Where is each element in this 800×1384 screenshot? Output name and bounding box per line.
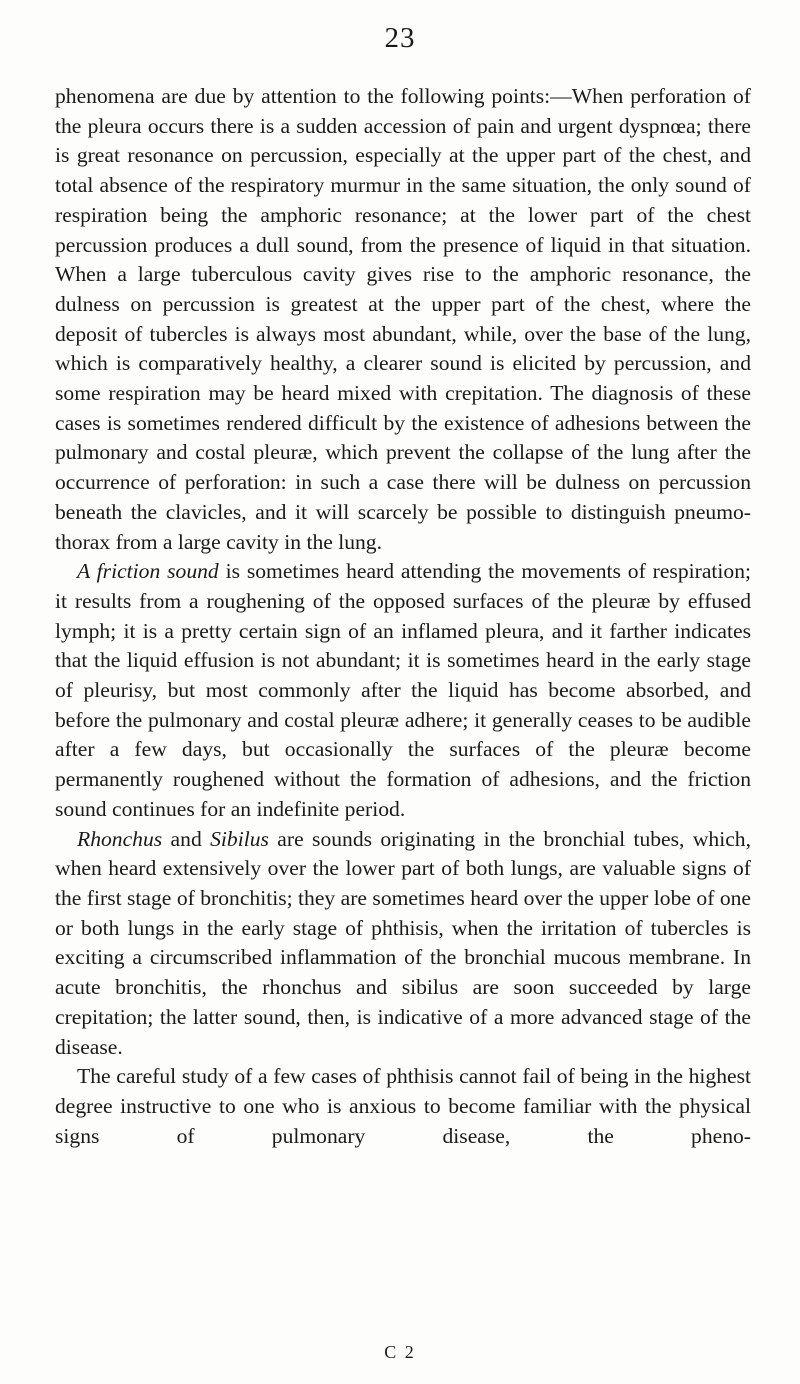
term-joiner: and — [162, 826, 211, 851]
paragraph-rhonchus-sibilus — [55, 825, 751, 1063]
paragraph-rhonchus-sibilus-text: are sounds originating in the bronchial tubes, which, when heard extensively over the lower part of both lungs, are valuable signs of the first stage of bronchitis; they are sometimes heard over the upper lobe of one or both lungs in the early stage of phthisis, when the irritation of tubercles is exciting a circumscribed inflammation of the bronchial mucous membrane. In acute bronchitis, the rhonchus and sibilus are soon succeeded by large crepitation; the latter sound, then, is indicative of a more advanced stage of the disease. — [55, 826, 751, 1059]
term-sibilus: Sibilus — [210, 826, 269, 851]
paragraph-phthisis-study: The careful study of a few cases of phthisis cannot fail of being in the highest degree instructive to one who is anxious to become familiar with the physical signs of pulmonary disease, the pheno- — [55, 1064, 751, 1148]
paragraph-friction-sound — [55, 557, 751, 824]
paragraph-perforation: phenomena are due by attention to the following points:—When perforation of the pleura occurs there is a sudden accession of pain and urgent dyspnœa; there is great resonance on percussion, especially at the upper part of the chest, and total absence of the respiratory murmur in the same situation, the only sound of respiration being the amphoric resonance; at the lower part of the chest percussion produces a dull sound, from the presence of liquid in that situation. When a large tuberculous cavity gives rise to the amphoric resonance, the dulness on percussion is greatest at the upper part of the chest, where the deposit of tubercles is always most abundant, while, over the base of the lung, which is comparatively healthy, a clearer sound is elicited by percussion, and some respiration may be heard mixed with crepitation. The diagnosis of these cases is sometimes rendered difficult by the existence of adhesions between the pulmonary and costal pleuræ, which prevent the collapse of the lung after the occurrence of perforation: in such a case there will be dulness on percussion beneath the clavicles, and it will scarcely be possible to distinguish pneumothorax from a large cavity in the lung. — [55, 84, 751, 554]
signature-mark: C 2 — [384, 1342, 416, 1362]
paragraph-friction-sound-text: is sometimes heard attending the movements of respiration; it results from a roughening of the opposed surfaces of the pleuræ by effused lymph; it is a pretty certain sign of an inflamed pleura, and it farther indicates that the liquid effusion is not abundant; it is sometimes heard in the early stage of pleurisy, but most commonly after the liquid has become absorbed, and before the pulmonary and costal pleuræ adhere; it generally ceases to be audible after a few days, but occasionally the surfaces of the pleuræ become permanently roughened without the formation of adhesions, and the friction sound continues for an indefinite period. — [55, 559, 751, 821]
page-number: 23 — [384, 22, 416, 54]
term-friction-sound: A friction sound — [77, 559, 219, 584]
term-rhonchus: Rhonchus — [77, 826, 163, 851]
body-text — [55, 82, 751, 1151]
